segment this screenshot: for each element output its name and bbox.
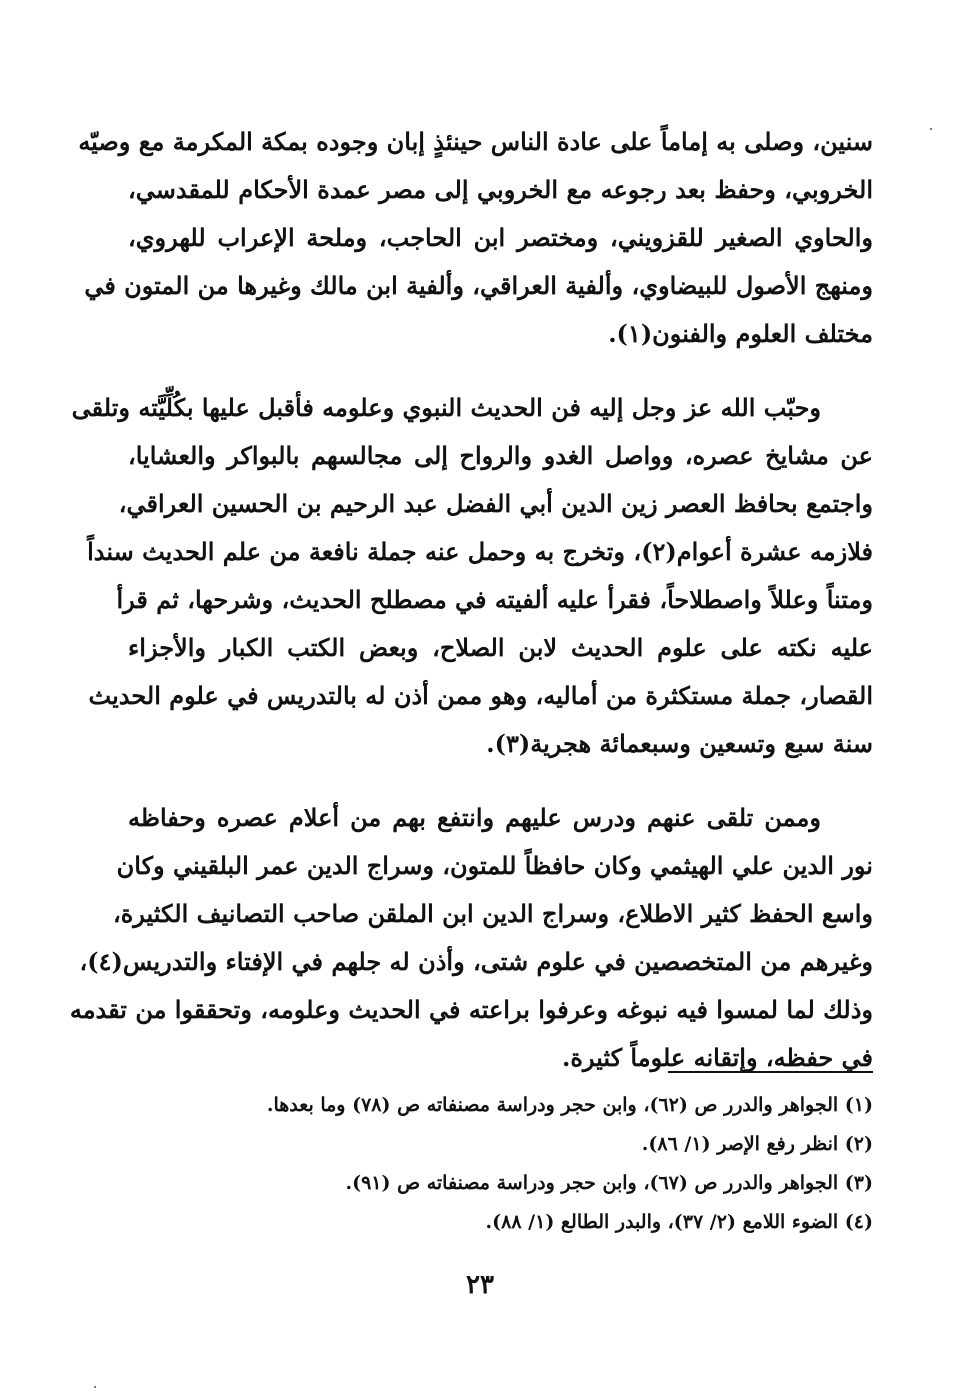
text-line: وذلك لما لمسوا فيه نبوغه وعرفوا براعته في الحديث وعلومه، وتحققوا من تقدمه [69,995,873,1024]
text-line: وممن تلقى عنهم ودرس عليهم وانتفع بهم من أعلام عصره وحفاظه [128,803,821,832]
text-line: والحاوي الصغير للقزويني، ومختصر ابن الحاجب، وملحة الإعراب للهروي، [128,223,873,252]
paragraph-2 [71,384,874,768]
text-line: الخروبي، وحفظ بعد رجوعه مع الخروبي إلى مصر عمدة الأحكام للمقدسي، [128,175,873,204]
main-text [69,118,874,1082]
text-line: في حفظه، وإتقانه علوماً كثيرة. [561,1043,873,1072]
text-line: ومتناً وعللاً واصطلاحاً، فقرأ عليه ألفيته في مصطلح الحديث، وشرحها، ثم قرأ [116,585,873,614]
text-line: فلازمه عشرة أعوام(٢)، وتخرج به وحمل عنه جملة نافعة من علم الحديث سنداً [87,537,873,566]
scan-speck [930,128,932,130]
text-line: نور الدين علي الهيثمي وكان حافظاً للمتون، وسراج الدين عمر البلقيني وكان [116,851,873,880]
text-line: عليه نكته على علوم الحديث لابن الصلاح، وبعض الكتب الكبار والأجزاء [128,633,874,662]
text-line: سنين، وصلى به إماماً على عادة الناس حينئذٍ إبان وجوده بمكة المكرمة مع وصيّه [78,127,873,156]
text-line: واسع الحفظ كثير الاطلاع، وسراج الدين ابن الملقن صاحب التصانيف الكثيرة، [112,899,873,928]
text-line: سنة سبع وتسعين وسبعمائة هجرية(٣). [486,729,873,758]
text-line: القصار، جملة مستكثرة من أماليه، وهو ممن أذن له بالتدريس في علوم الحديث [88,681,873,710]
footnote-1: (١) الجواهر والدرر ص (٦٢)، وابن حجر ودراسة مصنفاته ص (٧٨) وما بعدها. [266,1094,873,1116]
paragraph-3 [69,794,873,1082]
footnotes [160,1086,873,1242]
text-line: واجتمع بحافظ العصر زين الدين أبي الفضل عبد الرحيم بن الحسين العراقي، [118,489,873,518]
scan-speck [94,1386,96,1388]
text-line: مختلف العلوم والفنون(١). [608,319,873,348]
footnote-divider [668,1071,873,1073]
footnote-4: (٤) الضوء اللامع (٢/ ٣٧)، والبدر الطالع (١/ ٨٨). [485,1211,873,1233]
paragraph-1 [78,118,873,358]
footnote-3: (٣) الجواهر والدرر ص (٦٧)، وابن حجر ودراسة مصنفاته ص (٩١). [345,1172,873,1194]
text-line: ومنهج الأصول للبيضاوي، وألفية العراقي، وألفية ابن مالك وغيرها من المتون في [84,271,873,300]
text-line: وحبّب الله عز وجل إليه فن الحديث النبوي وعلومه فأقبل عليها بكُلِّيَّته وتلقى [71,393,821,422]
footnote-2: (٢) انظر رفع الإصر (١/ ٨٦). [641,1133,873,1155]
text-line: عن مشايخ عصره، وواصل الغدو والرواح إلى مجالسهم بالبواكر والعشايا، [128,441,873,470]
page-number: ٢٣ [466,1270,494,1300]
text-line: وغيرهم من المتخصصين في علوم شتى، وأذن له جلهم في الإفتاء والتدريس(٤)، [79,947,873,976]
